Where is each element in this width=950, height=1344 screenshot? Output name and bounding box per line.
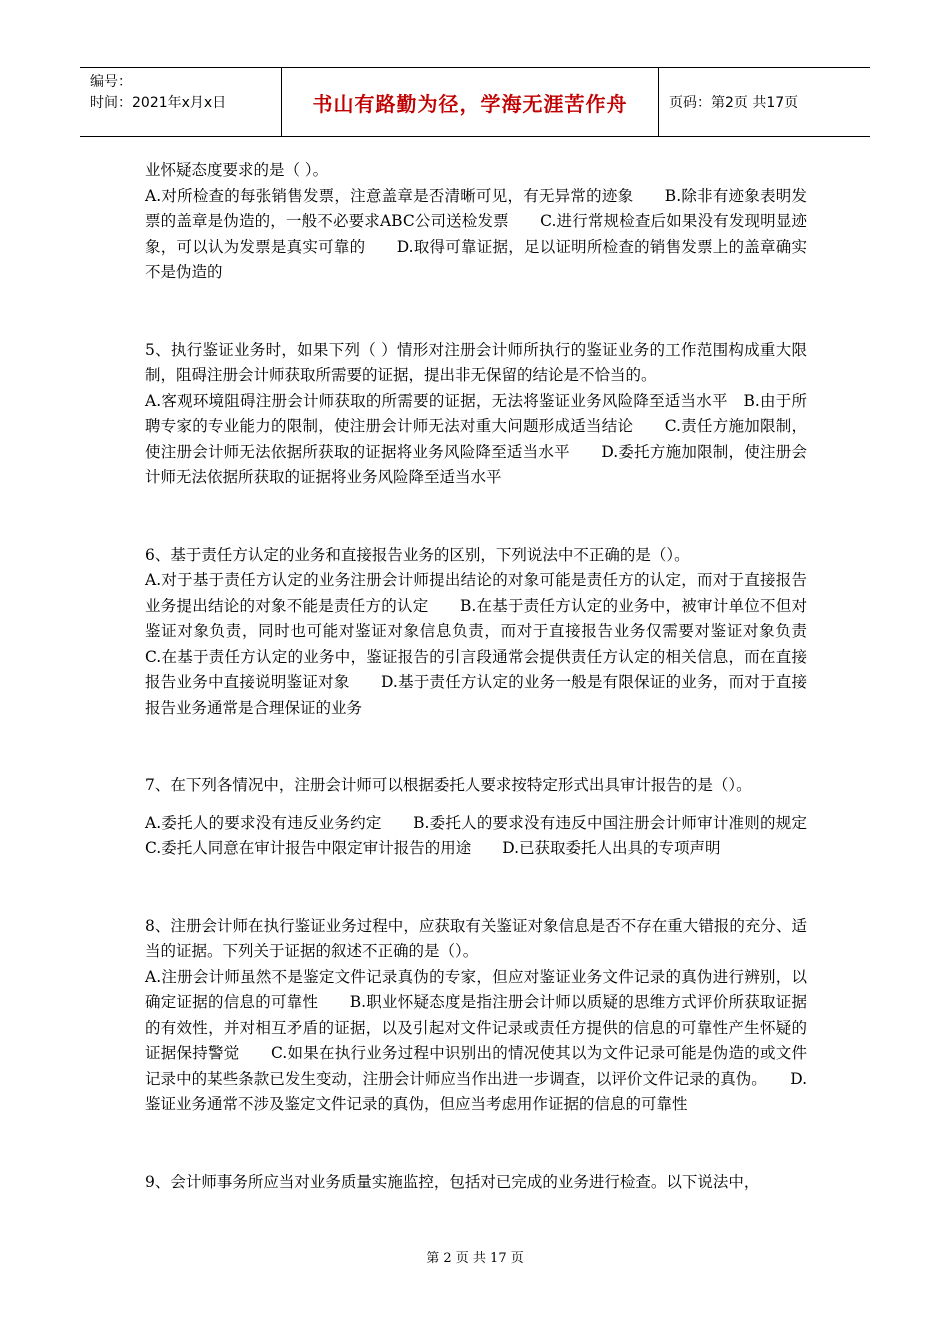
question-stem: 9、会计师事务所应当对业务质量实施监控，包括对已完成的业务进行检查。以下说法中，: [145, 1172, 760, 1191]
question-options: A.对所检查的每张销售发票，注意盖章是否清晰可见，有无异常的迹象 B.除非有迹象表明发票的盖章是伪造的，一般不必要求ABC公司送检发票 C.进行常规检查后如果没有发现明显迹象，可以认为发票是真实可靠的 D.取得可靠证据，足以证明所检查的销售发票上的盖章确实不是伪造的: [145, 186, 807, 281]
question-block: [145, 338, 807, 491]
question-options: A.客观环境阻碍注册会计师获取的所需要的证据，无法将鉴证业务风险降至适当水平 B.由于所聘专家的专业能力的限制，使注册会计师无法对重大问题形成适当结论 C.责任方施加限制，使注册会计师无法依据所获取的证据将业务风险降至适当水平 D.委托方施加限制，使注册会计师无法依据所获取的证据将业务风险降至适当水平: [145, 391, 807, 486]
question-block: [145, 914, 807, 1118]
question-options: A.注册会计师虽然不是鉴定文件记录真伪的专家，但应对鉴证业务文件记录的真伪进行辨别，以确定证据的信息的可靠性 B.职业怀疑态度是指注册会计师以质疑的思维方式评价所获取证据的有效性，并对相互矛盾的证据，以及引起对文件记录或责任方提供的信息的可靠性产生怀疑的证据保持警觉 C.如果在执行业务过程中识别出的情况使其以为文件记录可能是伪造的或文件记录中的某些条款已发生变动，注册会计师应当作出进一步调查，以评价文件记录的真伪。 D.鉴证业务通常不涉及鉴定文件记录的真伪，但应当考虑用作证据的信息的可靠性: [145, 967, 807, 1113]
header-page-info: 页码：第2页 共17页: [669, 95, 799, 111]
question-block: [145, 158, 807, 286]
document-body: [145, 158, 839, 1247]
question-block: [145, 1170, 807, 1196]
question-block: [145, 773, 839, 862]
question-stem: 7、在下列各情况中，注册会计师可以根据委托人要求按特定形式出具审计报告的是（）。: [145, 776, 752, 794]
time-label: 时间：2021年x月x日: [90, 95, 227, 111]
page-footer: 第 2 页 共 17 页: [426, 1251, 524, 1266]
question-block: [145, 543, 839, 722]
question-stem: 5、执行鉴证业务时，如果下列（ ）情形对注册会计师所执行的鉴证业务的工作范围构成重大限制，阻碍注册会计师获取所需要的证据，提出非无保留的结论是不恰当的。: [145, 340, 807, 384]
question-options: A.对于基于责任方认定的业务注册会计师提出结论的对象可能是责任方的认定，而对于直接报告业务提出结论的对象不能是责任方的认定 B.在基于责任方认定的业务中，被审计单位不但对鉴证对象负责，同时也可能对鉴证对象信息负责，而对于直接报告业务仅需要对鉴证对象负责 C.在基于责任方认定的业务中，鉴证报告的引言段通常会提供责任方认定的相关信息，而在直接报告业务中直接说明鉴证对象 D.基于责任方认定的业务一般是有限保证的业务，而对于直接报告业务通常是合理保证的业务: [145, 571, 839, 717]
question-stem: 6、基于责任方认定的业务和直接报告业务的区别，下列说法中不正确的是（）。: [145, 545, 690, 564]
header-motto: 书山有路勤为径，学海无涯苦作舟: [282, 68, 659, 136]
question-options: A.委托人的要求没有违反业务约定 B.委托人的要求没有违反中国注册会计师审计准则的规定 C.委托人同意在审计报告中限定审计报告的用途 D.已获取委托人出具的专项声明: [145, 813, 839, 857]
question-stem: 8、注册会计师在执行鉴证业务过程中，应获取有关鉴证对象信息是否不存在重大错报的充分、适当的证据。下列关于证据的叙述不正确的是（）。: [145, 916, 807, 960]
page-header: [80, 67, 870, 137]
header-meta: [80, 68, 282, 136]
number-label: 编号：: [90, 74, 132, 90]
question-stem: 业怀疑态度要求的是（ ）。: [145, 161, 329, 179]
